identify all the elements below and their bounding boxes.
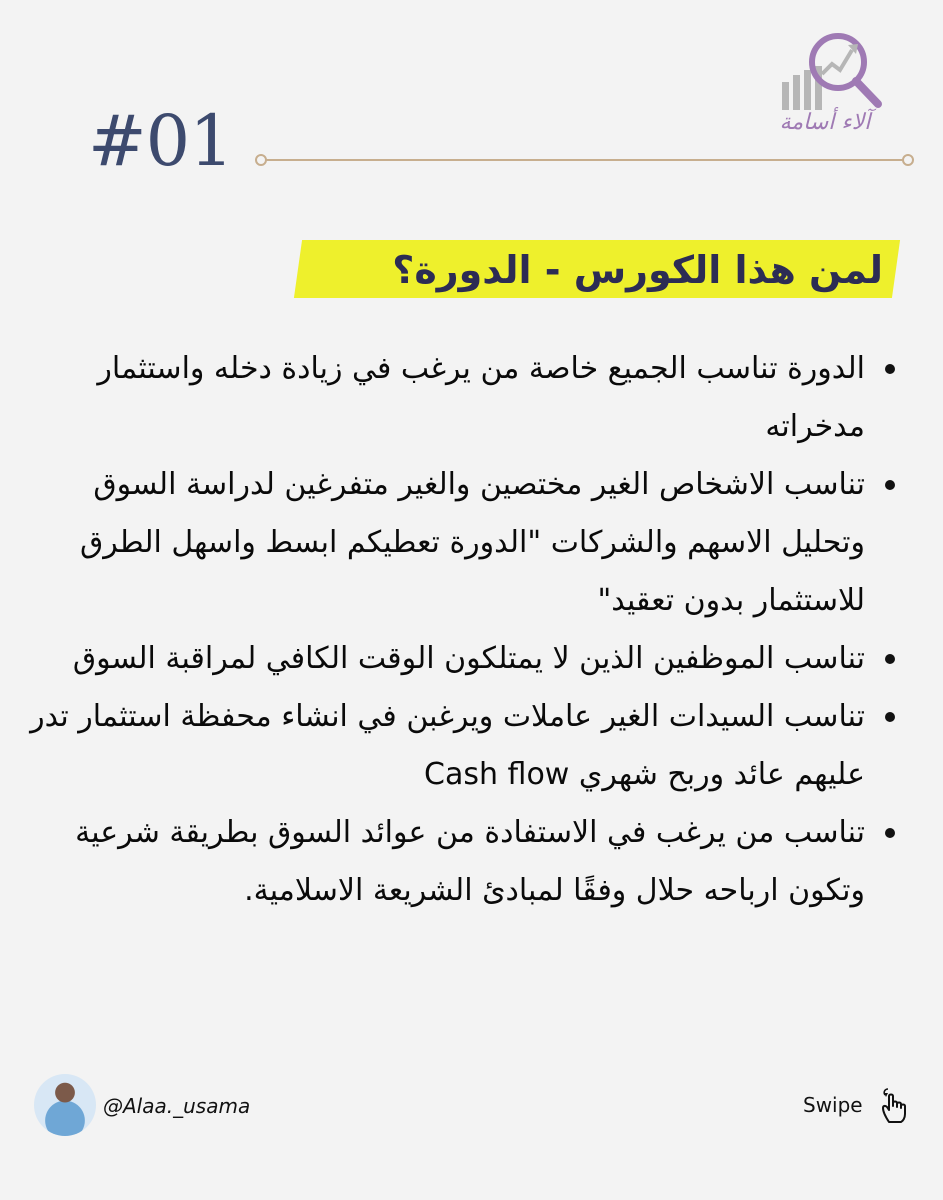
list-item: الدورة تناسب الجميع خاصة من يرغب في زيادة دخله واستثمار مدخراته bbox=[23, 340, 903, 456]
pointing-hand-icon[interactable] bbox=[875, 1086, 915, 1126]
avatar[interactable] bbox=[34, 1074, 96, 1136]
brand-name: آلاء أسامة bbox=[779, 110, 871, 135]
divider-dot-left bbox=[255, 154, 267, 166]
bullet-list bbox=[23, 340, 903, 920]
list-item: تناسب من يرغب في الاستفادة من عوائد السوق بطريقة شرعية وتكون ارباحه حلال وفقًا لمبادئ الشريعة الاسلامية. bbox=[23, 804, 903, 920]
page-title: لمن هذا الكورس - الدورة؟ bbox=[392, 248, 883, 292]
list-item: تناسب الموظفين الذين لا يمتلكون الوقت الكافي لمراقبة السوق bbox=[23, 630, 903, 688]
header-divider bbox=[258, 159, 908, 161]
swipe-label[interactable]: Swipe bbox=[803, 1093, 863, 1117]
divider-dot-right bbox=[902, 154, 914, 166]
list-item: تناسب الاشخاص الغير مختصين والغير متفرغين لدراسة السوق وتحليل الاسهم والشركات "الدورة تعطيكم ابسط واسهل الطرق للاستثمار بدون تعقيد" bbox=[23, 456, 903, 630]
list-item: تناسب السيدات الغير عاملات ويرغبن في انشاء محفظة استثمار تدر عليهم عائد وربح شهري Cash flow bbox=[23, 688, 903, 804]
slide-number: #01 bbox=[88, 100, 233, 182]
profile-handle[interactable]: @Alaa._usama bbox=[103, 1094, 251, 1118]
